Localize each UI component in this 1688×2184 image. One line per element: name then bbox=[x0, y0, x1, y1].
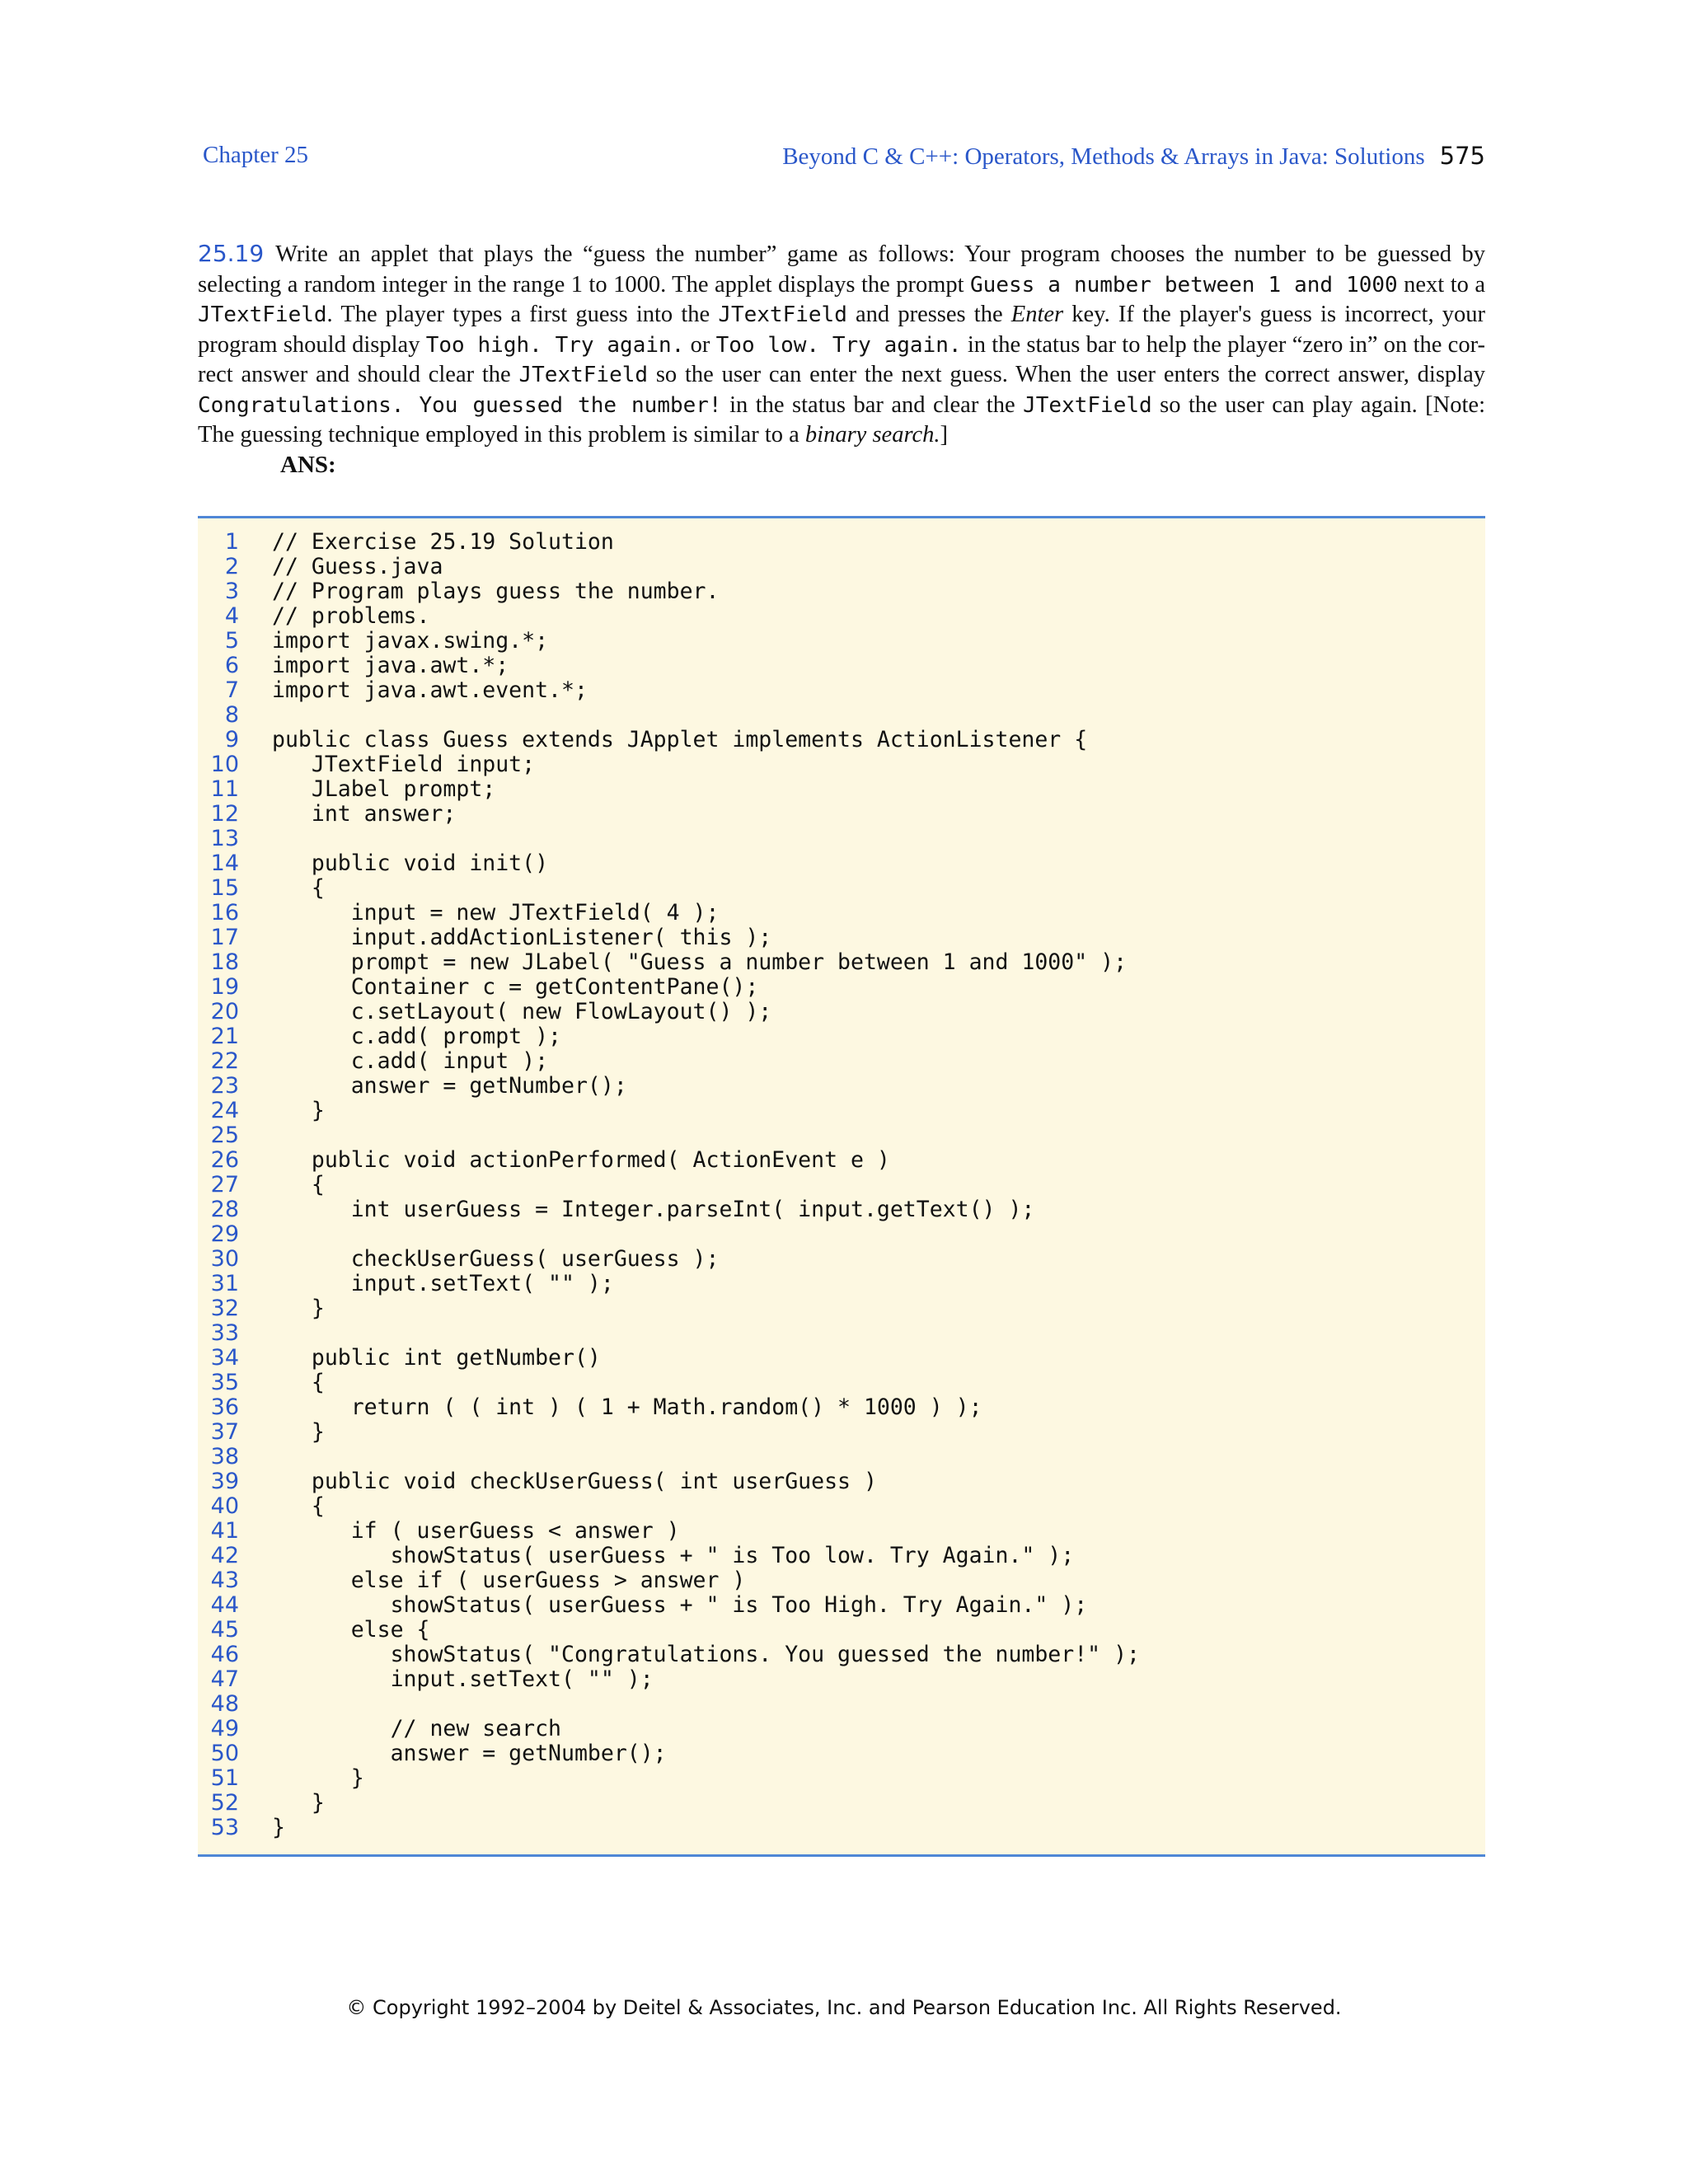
code-line bbox=[198, 1395, 1485, 1420]
code-line bbox=[198, 1568, 1485, 1593]
emphasis-text: Enter bbox=[1010, 302, 1064, 327]
code-line bbox=[198, 703, 1485, 728]
statement-text: in the status bar to help the player “zero in” on the cor-rect answer and should clear the bbox=[198, 331, 1485, 387]
line-number: 17 bbox=[210, 925, 239, 950]
code-line bbox=[198, 1469, 1485, 1494]
line-number: 12 bbox=[210, 801, 239, 827]
inline-code: JTextField bbox=[718, 302, 847, 327]
line-number: 2 bbox=[224, 554, 239, 579]
inline-code: Congratulations. You guessed the number! bbox=[198, 392, 722, 418]
code-text: prompt = new JLabel( "Guess a number between 1 and 1000" ); bbox=[272, 949, 1128, 975]
emphasis-text: binary search. bbox=[804, 422, 940, 448]
code-line bbox=[198, 1445, 1485, 1469]
code-line bbox=[198, 1371, 1485, 1395]
code-text: input.setText( "" ); bbox=[272, 1666, 654, 1692]
page-header bbox=[203, 142, 1485, 175]
code-text: import java.awt.event.*; bbox=[272, 677, 588, 703]
code-line bbox=[198, 1494, 1485, 1519]
statement-text: in the status bar and clear the bbox=[721, 391, 1024, 418]
code-text: input = new JTextField( 4 ); bbox=[272, 900, 720, 926]
code-line bbox=[198, 1074, 1485, 1099]
line-number: 4 bbox=[224, 603, 239, 629]
running-title: Beyond C & C++: Operators, Methods & Arrays in Java: Solutions bbox=[782, 143, 1425, 170]
code-listing bbox=[198, 516, 1485, 1857]
code-text: // new search bbox=[272, 1716, 561, 1741]
code-text: // Exercise 25.19 Solution bbox=[272, 529, 614, 555]
code-text: c.add( prompt ); bbox=[272, 1024, 561, 1049]
code-line bbox=[198, 802, 1485, 827]
line-number: 41 bbox=[210, 1518, 239, 1544]
line-number: 20 bbox=[210, 999, 239, 1024]
code-text: answer = getNumber(); bbox=[272, 1073, 627, 1099]
line-number: 35 bbox=[210, 1370, 239, 1395]
code-text: int userGuess = Integer.parseInt( input.getText() ); bbox=[272, 1197, 1035, 1222]
code-line bbox=[198, 1272, 1485, 1296]
code-line bbox=[198, 950, 1485, 975]
line-number: 13 bbox=[210, 826, 239, 851]
inline-code: JTextField bbox=[518, 363, 649, 387]
line-number: 48 bbox=[210, 1691, 239, 1717]
page-number: 575 bbox=[1439, 142, 1485, 170]
line-number: 29 bbox=[210, 1221, 239, 1247]
code-text: public class Guess extends JApplet implements ActionListener { bbox=[272, 727, 1088, 752]
line-number: 31 bbox=[210, 1271, 239, 1296]
code-text: } bbox=[272, 1098, 325, 1123]
code-text: public void init() bbox=[272, 851, 549, 876]
exercise-statement bbox=[198, 239, 1485, 451]
code-text: } bbox=[272, 1296, 325, 1321]
code-line bbox=[198, 1420, 1485, 1445]
code-text: import javax.swing.*; bbox=[272, 628, 549, 654]
code-text: if ( userGuess < answer ) bbox=[272, 1518, 680, 1544]
line-number: 7 bbox=[224, 677, 239, 703]
inline-code: Guess a number between 1 and 1000 bbox=[970, 272, 1398, 298]
header-right bbox=[782, 142, 1485, 171]
code-text: answer = getNumber(); bbox=[272, 1741, 667, 1766]
code-line bbox=[198, 1717, 1485, 1741]
line-number: 22 bbox=[210, 1048, 239, 1074]
code-text: else if ( userGuess > answer ) bbox=[272, 1568, 746, 1593]
inline-code: JTextField bbox=[198, 302, 327, 327]
code-text: c.add( input ); bbox=[272, 1048, 549, 1074]
code-line bbox=[198, 1791, 1485, 1816]
statement-text: so the user can play again. [Note: The guessing technique employed in this problem is similar to a bbox=[198, 391, 1485, 448]
code-line bbox=[198, 1618, 1485, 1643]
code-line bbox=[198, 1643, 1485, 1667]
code-line bbox=[198, 1296, 1485, 1321]
code-line bbox=[198, 1099, 1485, 1123]
code-text: input.setText( "" ); bbox=[272, 1271, 614, 1296]
line-number: 47 bbox=[210, 1666, 239, 1692]
line-number: 42 bbox=[210, 1543, 239, 1568]
line-number: 45 bbox=[210, 1617, 239, 1643]
line-number: 43 bbox=[210, 1568, 239, 1593]
code-line bbox=[198, 975, 1485, 1000]
code-line bbox=[198, 1741, 1485, 1766]
code-line bbox=[198, 1123, 1485, 1148]
code-lines bbox=[198, 530, 1485, 1840]
code-line bbox=[198, 1024, 1485, 1049]
code-line bbox=[198, 1766, 1485, 1791]
code-line bbox=[198, 1816, 1485, 1840]
line-number: 11 bbox=[210, 776, 239, 802]
statement-text: or bbox=[684, 331, 716, 358]
line-number: 36 bbox=[210, 1394, 239, 1420]
code-text: public int getNumber() bbox=[272, 1345, 601, 1371]
code-line bbox=[198, 752, 1485, 777]
line-number: 8 bbox=[224, 702, 239, 728]
code-line bbox=[198, 654, 1485, 678]
line-number: 34 bbox=[210, 1345, 239, 1371]
statement-text: next to a bbox=[1397, 271, 1485, 298]
code-text: showStatus( "Congratulations. You guessed the number!" ); bbox=[272, 1642, 1140, 1667]
inline-code: Too low. Try again. bbox=[715, 332, 962, 358]
code-line bbox=[198, 579, 1485, 604]
code-line bbox=[198, 1667, 1485, 1692]
line-number: 30 bbox=[210, 1246, 239, 1272]
line-number: 38 bbox=[210, 1444, 239, 1469]
code-line bbox=[198, 1000, 1485, 1024]
code-text: } bbox=[272, 1815, 285, 1840]
line-number: 51 bbox=[210, 1765, 239, 1791]
code-text: public void actionPerformed( ActionEvent e ) bbox=[272, 1147, 890, 1173]
exercise-number: 25.19 bbox=[198, 240, 265, 267]
code-line bbox=[198, 678, 1485, 703]
code-line bbox=[198, 1222, 1485, 1247]
line-number: 9 bbox=[224, 727, 239, 752]
line-number: 26 bbox=[210, 1147, 239, 1173]
code-line bbox=[198, 1519, 1485, 1544]
statement-text: Write an applet that plays the “guess the number” game as follows: Your program chooses the number to be guessed by selecting a random integer in the range 1 to 1000. The applet displays the prompt bbox=[198, 241, 1485, 298]
code-text: { bbox=[272, 1172, 325, 1197]
code-line bbox=[198, 1049, 1485, 1074]
code-line bbox=[198, 901, 1485, 926]
line-number: 50 bbox=[210, 1741, 239, 1766]
line-number: 14 bbox=[210, 851, 239, 876]
line-number: 44 bbox=[210, 1592, 239, 1618]
code-line bbox=[198, 1148, 1485, 1173]
code-text: import java.awt.*; bbox=[272, 653, 509, 678]
line-number: 16 bbox=[210, 900, 239, 926]
code-line bbox=[198, 1692, 1485, 1717]
code-line bbox=[198, 1173, 1485, 1197]
line-number: 24 bbox=[210, 1098, 239, 1123]
code-line bbox=[198, 1247, 1485, 1272]
answer-label: ANS: bbox=[280, 452, 336, 478]
code-text: // problems. bbox=[272, 603, 430, 629]
code-text: showStatus( userGuess + " is Too High. Try Again." ); bbox=[272, 1592, 1088, 1618]
code-text: { bbox=[272, 1493, 325, 1519]
code-text: input.addActionListener( this ); bbox=[272, 925, 772, 950]
code-line bbox=[198, 530, 1485, 555]
code-line bbox=[198, 555, 1485, 579]
statement-text: key. If the player's guess is incorrect, your program should display bbox=[198, 302, 1486, 358]
code-line bbox=[198, 1346, 1485, 1371]
line-number: 46 bbox=[210, 1642, 239, 1667]
code-text: JLabel prompt; bbox=[272, 776, 496, 802]
code-text: // Program plays guess the number. bbox=[272, 579, 720, 604]
code-line bbox=[198, 1321, 1485, 1346]
inline-code: JTextField bbox=[1023, 392, 1152, 418]
line-number: 27 bbox=[210, 1172, 239, 1197]
code-text: showStatus( userGuess + " is Too low. Try Again." ); bbox=[272, 1543, 1075, 1568]
line-number: 1 bbox=[224, 529, 239, 555]
code-text: c.setLayout( new FlowLayout() ); bbox=[272, 999, 772, 1024]
line-number: 15 bbox=[210, 875, 239, 901]
statement-text: so the user can enter the next guess. When the user enters the correct answer, display bbox=[648, 362, 1485, 387]
line-number: 18 bbox=[210, 949, 239, 975]
line-number: 25 bbox=[210, 1122, 239, 1148]
line-number: 40 bbox=[210, 1493, 239, 1519]
line-number: 10 bbox=[210, 752, 239, 777]
line-number: 6 bbox=[224, 653, 239, 678]
code-line bbox=[198, 851, 1485, 876]
statement-text: and presses the bbox=[846, 302, 1011, 327]
line-number: 3 bbox=[224, 579, 239, 604]
line-number: 32 bbox=[210, 1296, 239, 1321]
code-text: int answer; bbox=[272, 801, 457, 827]
code-text: } bbox=[272, 1419, 325, 1445]
code-line bbox=[198, 1544, 1485, 1568]
code-text: Container c = getContentPane(); bbox=[272, 974, 759, 1000]
code-line bbox=[198, 1593, 1485, 1618]
statement-text: . The player types a first guess into the bbox=[326, 302, 719, 327]
code-text: { bbox=[272, 1370, 325, 1395]
copyright-footer: © Copyright 1992–2004 by Deitel & Associates, Inc. and Pearson Education Inc. All Rights Reserved. bbox=[346, 1996, 1342, 2019]
line-number: 39 bbox=[210, 1469, 239, 1494]
code-text: { bbox=[272, 875, 325, 901]
code-text: JTextField input; bbox=[272, 752, 536, 777]
code-line bbox=[198, 926, 1485, 950]
code-text: // Guess.java bbox=[272, 554, 443, 579]
statement-text: ] bbox=[940, 422, 949, 448]
line-number: 53 bbox=[210, 1815, 239, 1840]
line-number: 23 bbox=[210, 1073, 239, 1099]
code-text: } bbox=[272, 1765, 364, 1791]
line-number: 19 bbox=[210, 974, 239, 1000]
line-number: 37 bbox=[210, 1419, 239, 1445]
line-number: 52 bbox=[210, 1790, 239, 1816]
code-text: public void checkUserGuess( int userGuess ) bbox=[272, 1469, 877, 1494]
code-line bbox=[198, 604, 1485, 629]
line-number: 49 bbox=[210, 1716, 239, 1741]
code-line bbox=[198, 728, 1485, 752]
line-number: 21 bbox=[210, 1024, 239, 1049]
line-number: 5 bbox=[224, 628, 239, 654]
code-line bbox=[198, 1197, 1485, 1222]
code-text: checkUserGuess( userGuess ); bbox=[272, 1246, 720, 1272]
code-text: return ( ( int ) ( 1 + Math.random() * 1000 ) ); bbox=[272, 1394, 982, 1420]
code-text: } bbox=[272, 1790, 325, 1816]
code-line bbox=[198, 777, 1485, 802]
code-line bbox=[198, 629, 1485, 654]
chapter-label: Chapter 25 bbox=[203, 142, 309, 168]
inline-code: Too high. Try again. bbox=[425, 332, 685, 358]
line-number: 28 bbox=[210, 1197, 239, 1222]
code-line bbox=[198, 827, 1485, 851]
line-number: 33 bbox=[210, 1320, 239, 1346]
code-text: else { bbox=[272, 1617, 430, 1643]
code-line bbox=[198, 876, 1485, 901]
